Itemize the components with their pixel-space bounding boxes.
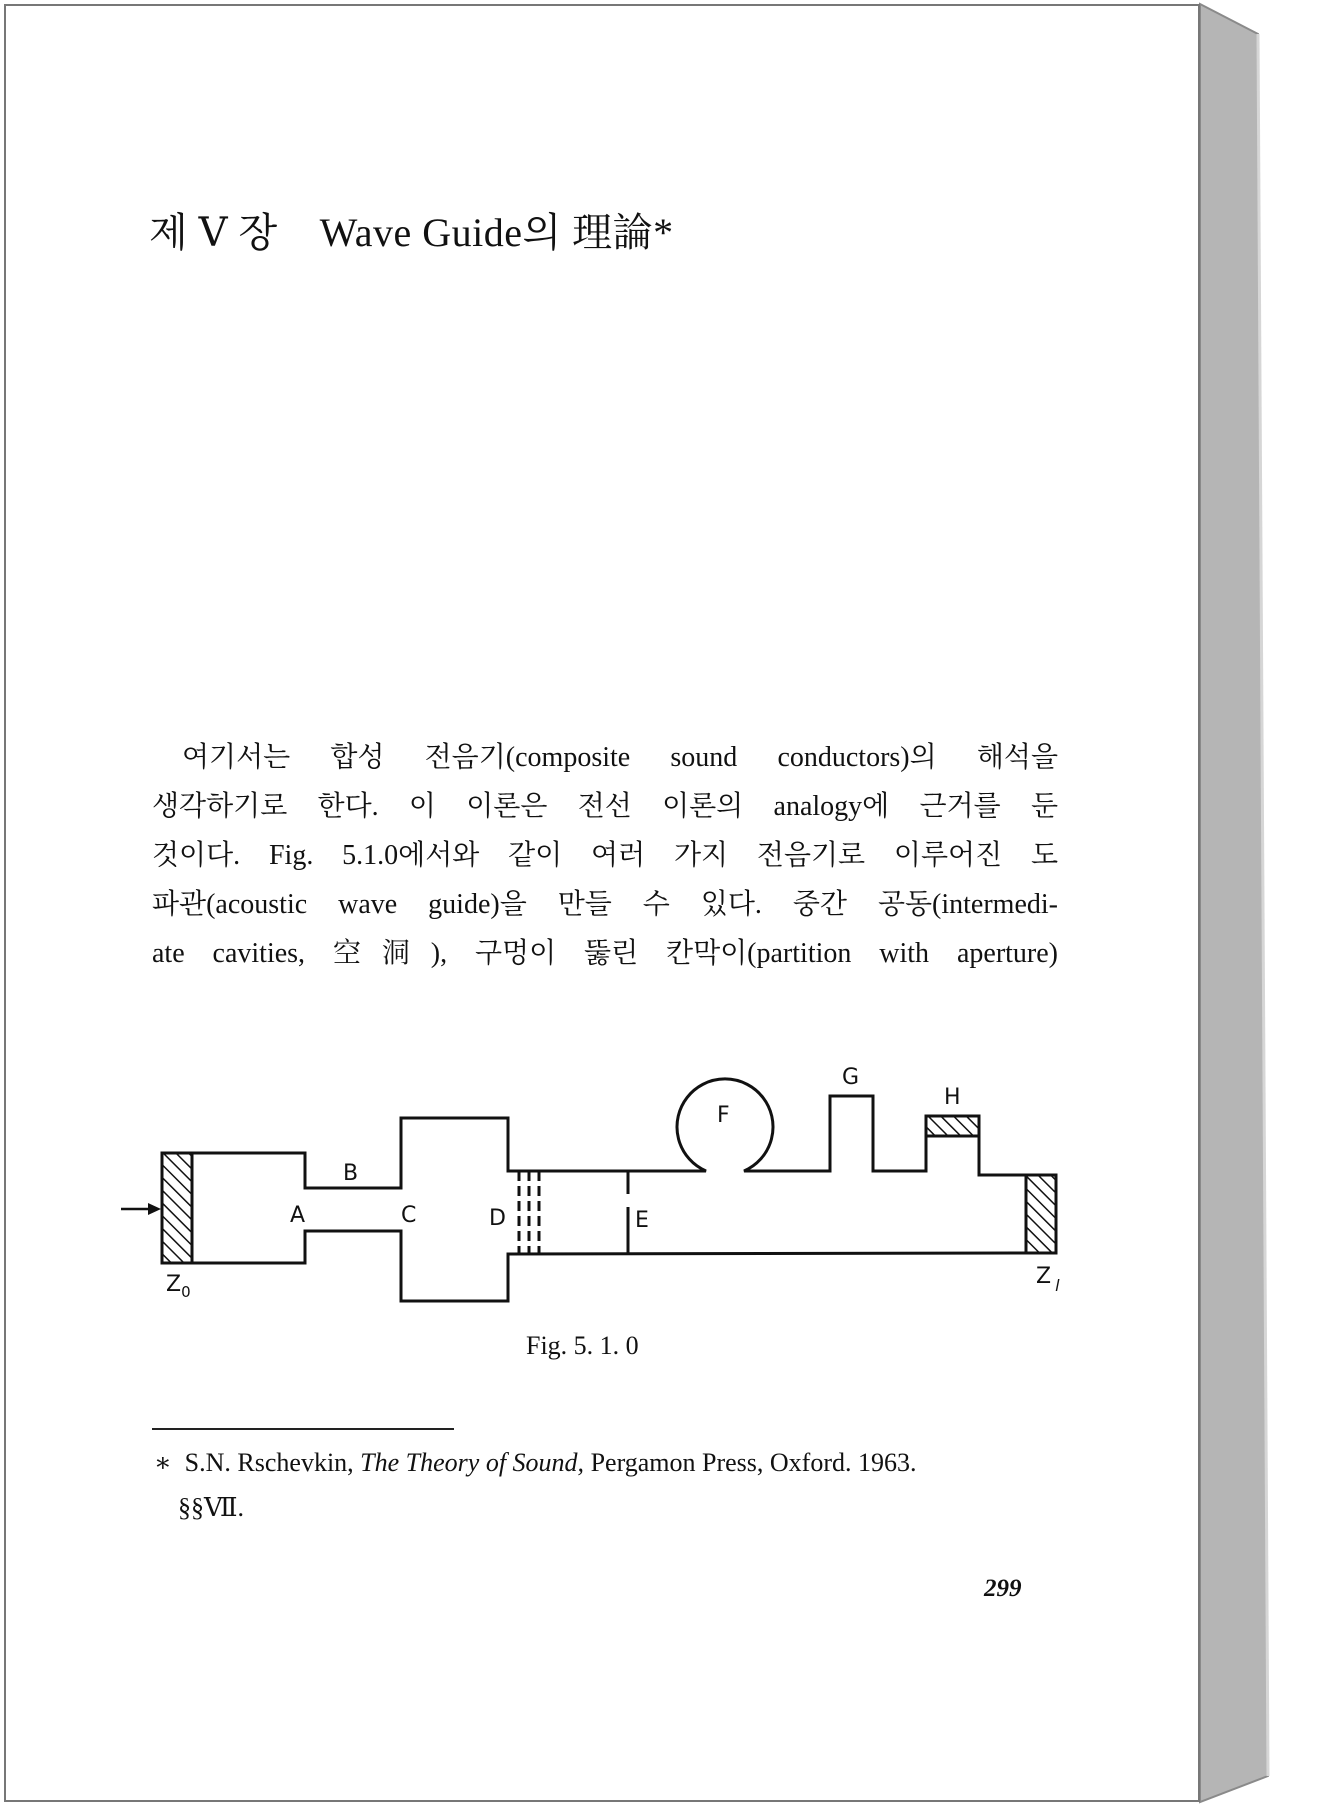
body-line: 파관(acoustic wave guide)을 만들 수 있다. 중간 공동(intermedi- [152,889,1058,920]
footnote-marker: ∗ [154,1448,172,1477]
footnote-section: §§Ⅶ. [178,1493,245,1522]
label-z0: $Z_0$ [166,1272,191,1301]
body-line: 여기서는 합성 전음기(composite sound conductors)의 해석을 [182,742,1058,773]
chapter-number: 제 Ⅴ 장 [149,210,278,255]
label-zl: Z $_l$ [1036,1264,1060,1295]
figure-caption: Fig. 5. 1. 0 [526,1331,639,1360]
page-number: 299 [984,1575,1022,1602]
body-paragraph [152,733,1058,978]
label-b: B [343,1161,359,1186]
label-a: A [290,1203,306,1228]
label-f: F [717,1103,730,1128]
wave-guide-outline [192,1079,1026,1301]
book-page [4,4,1200,1802]
input-arrow-icon [121,1203,161,1215]
body-line: ate cavities, 空洞), 구멍이 뚫린 칸막이(partition with aperture) [152,938,1058,969]
partition-d [519,1171,539,1254]
footnote-divider [152,1428,454,1430]
label-c: C [401,1203,417,1228]
footnote-publisher: Pergamon Press, Oxford. 1963. [590,1448,917,1477]
footnote-book-title: The Theory of Sound, [360,1448,585,1477]
label-e: E [635,1208,649,1233]
chapter-heading [149,201,674,258]
footnote [154,1440,1054,1530]
footnote-author: S.N. Rschevkin, [184,1448,354,1477]
left-termination [162,1153,192,1263]
body-line: 것이다. Fig. 5.1.0에서와 같이 여러 가지 전음기로 이루어진 도 [152,840,1058,871]
chapter-title: Wave Guide의 理論* [319,210,674,255]
label-g: G [842,1065,860,1090]
label-h: H [944,1085,961,1110]
body-line: 생각하기로 한다. 이 이론은 전선 이론의 analogy에 근거를 둔 [152,791,1058,822]
wave-guide-diagram [106,1046,1106,1346]
h-cap [926,1116,979,1136]
diagram-svg [106,1046,1106,1346]
label-d: D [489,1206,506,1231]
right-termination [1026,1175,1056,1253]
